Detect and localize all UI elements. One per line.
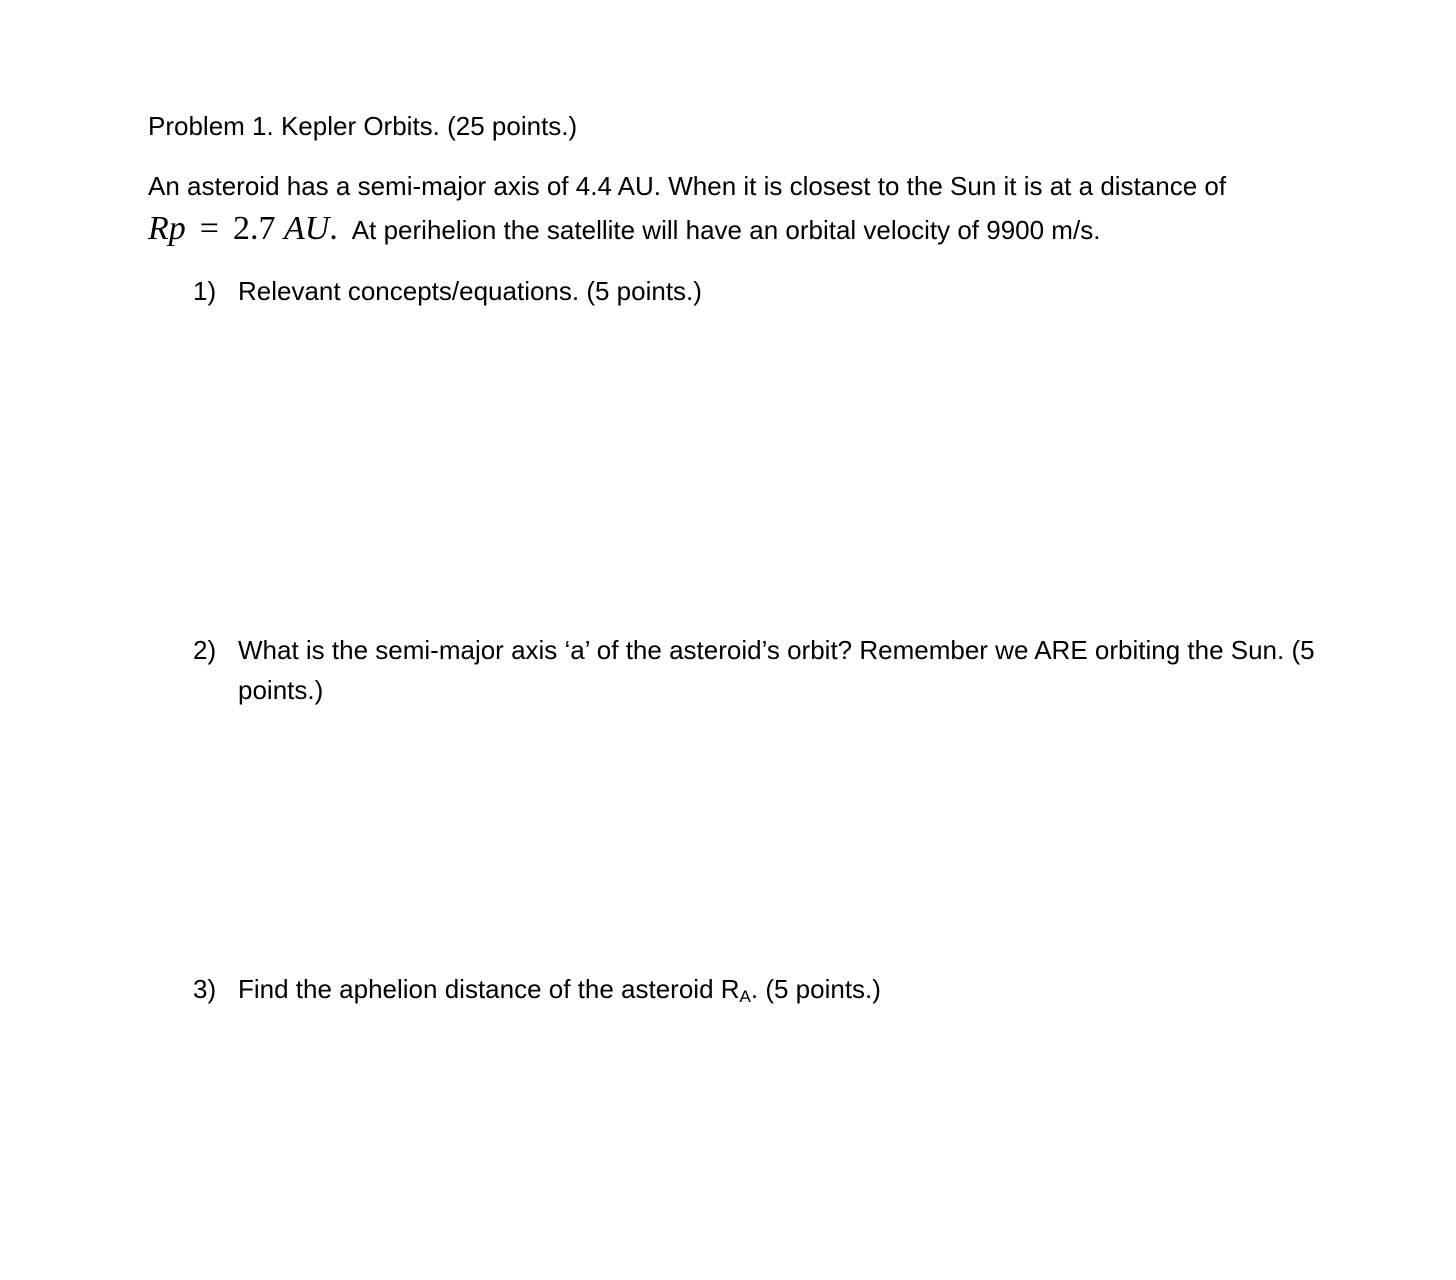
perihelion-equation <box>148 210 352 247</box>
question-number: 3) <box>193 974 217 1004</box>
question-text: What is the semi-major axis ‘a’ of the asteroid’s orbit? Remember we ARE orbiting the Sun. (5 points.) <box>238 635 1315 705</box>
question-text: Relevant concepts/equations. (5 points.) <box>238 276 702 306</box>
problem-intro-line-1: An asteroid has a semi-major axis of 4.4 AU. When it is closest to the Sun it is at a distance of <box>148 171 1227 201</box>
equation-unit: AU <box>283 210 330 247</box>
equation-equals: = <box>199 210 219 247</box>
question-number: 2) <box>193 635 217 665</box>
subscript-a: A <box>739 987 751 1006</box>
problem-title: Problem 1. Kepler Orbits. (25 points.) <box>148 111 578 141</box>
question-text-after: . (5 points.) <box>750 974 881 1004</box>
question-text-before: Find the aphelion distance of the asteroid R <box>238 974 740 1004</box>
equation-lhs: Rp <box>148 210 186 247</box>
question-text <box>238 969 1318 1017</box>
problem-intro-line-2 <box>148 209 1100 250</box>
equation-dot: . <box>329 210 338 247</box>
equation-value: 2.7 <box>232 210 276 247</box>
question-number: 1) <box>193 276 217 306</box>
problem-intro-line-2-text: At perihelion the satellite will have an orbital velocity of 9900 m/s. <box>351 215 1101 245</box>
